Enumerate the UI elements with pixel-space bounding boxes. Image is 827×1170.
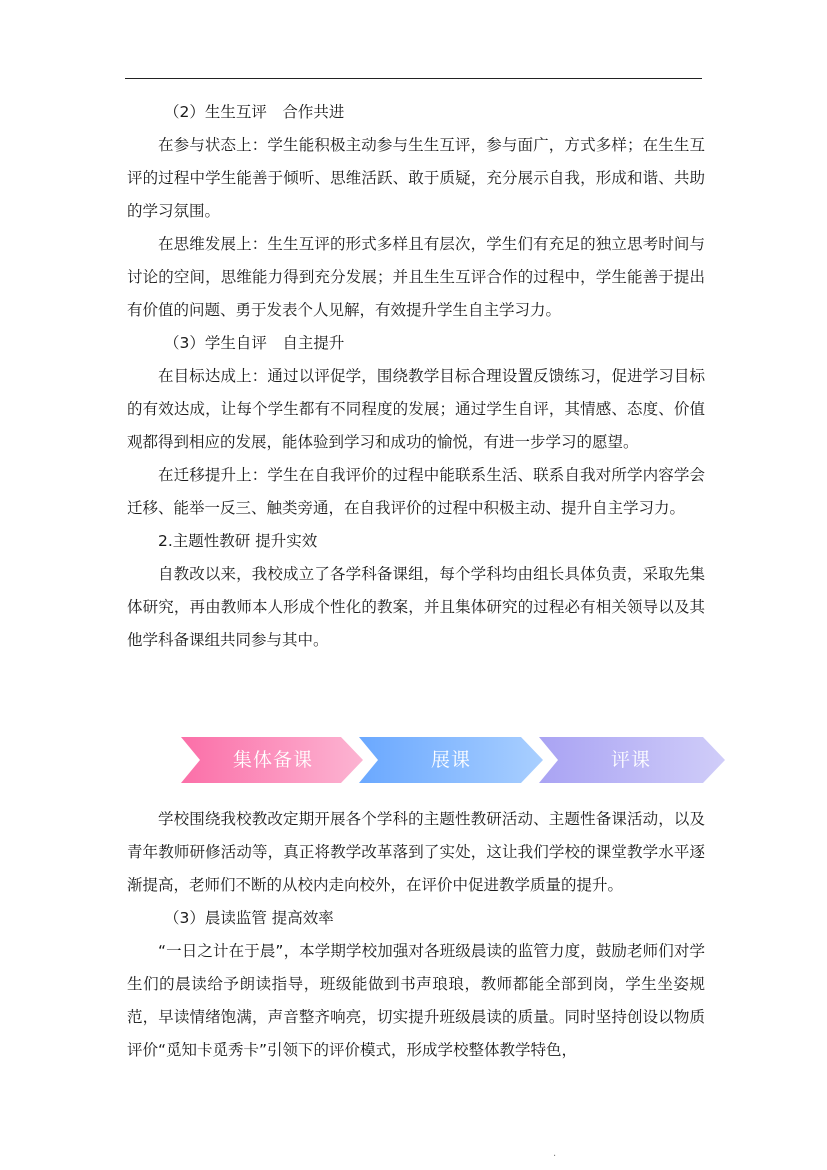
paragraph-topic-activities: 学校围绕我校教改定期开展各个学科的主题性教研活动、主题性备课活动，以及青年教师研修活动等，真正将教学改革落到了实处，这让我们学校的课堂教学水平逐渐提高，老师们不断的从校内走向校外，在评价中促进教学质量的提升。 xyxy=(127,810,705,894)
paragraph-goal: 在目标达成上：通过以评促学，围绕教学目标合理设置反馈练习，促进学习目标的有效达成，让每个学生都有不同程度的发展；通过学生自评，其情感、态度、价值观都得到相应的发展，能体验到学习和成功的愉悦，有进一步学习的愿望。 xyxy=(127,367,705,451)
main-text-lower xyxy=(127,803,705,1067)
process-flow-diagram xyxy=(181,737,726,783)
flow-step-label-2: 展课 xyxy=(430,749,471,771)
flow-step-label-1: 集体备课 xyxy=(232,749,313,771)
heading-peer-review: （2）生生互评 合作共进 xyxy=(164,103,345,121)
flow-step-label-3: 评课 xyxy=(610,749,651,771)
paragraph-participation: 在参与状态上：学生能积极主动参与生生互评，参与面广，方式多样；在生生互评的过程中学生能善于倾听、思维活跃、敢于质疑，充分展示自我，形成和谐、共助的学习氛围。 xyxy=(127,136,705,220)
heading-self-review: （3）学生自评 自主提升 xyxy=(164,334,345,352)
heading-morning-reading: （3）晨读监管 提高效率 xyxy=(164,909,334,927)
header-rule xyxy=(125,78,702,79)
main-text-upper xyxy=(127,96,705,657)
paragraph-morning-reading: “一日之计在于晨”，本学期学校加强对各班级晨读的监管力度，鼓励老师们对学生们的晨读给予朗读指导，班级能做到书声琅琅，教师都能全部到岗，学生坐姿规范，早读情绪饱满，声音整齐响亮，切实提升班级晨读的质量。同时坚持创设以物质评价“觅知卡觅秀卡”引领下的评价模式，形成学校整体教学特色， xyxy=(127,942,705,1059)
paragraph-transfer: 在迁移提升上：学生在自我评价的过程中能联系生活、联系自我对所学内容学会迁移、能举一反三、触类旁通，在自我评价的过程中积极主动、提升自主学习力。 xyxy=(127,466,705,517)
paragraph-lesson-groups: 自教改以来，我校成立了各学科备课组，每个学科均由组长具体负责，采取先集体研究，再由教师本人形成个性化的教案，并且集体研究的过程必有相关领导以及其他学科备课组共同参与其中。 xyxy=(127,565,705,649)
footer-mark: . xyxy=(553,1148,557,1159)
paragraph-thinking: 在思维发展上：生生互评的形式多样且有层次，学生们有充足的独立思考时间与讨论的空间，思维能力得到充分发展；并且生生互评合作的过程中，学生能善于提出有价值的问题、勇于发表个人见解，有效提升学生自主学习力。 xyxy=(127,235,705,319)
heading-topic-research: 2.主题性教研 提升实效 xyxy=(158,532,318,550)
